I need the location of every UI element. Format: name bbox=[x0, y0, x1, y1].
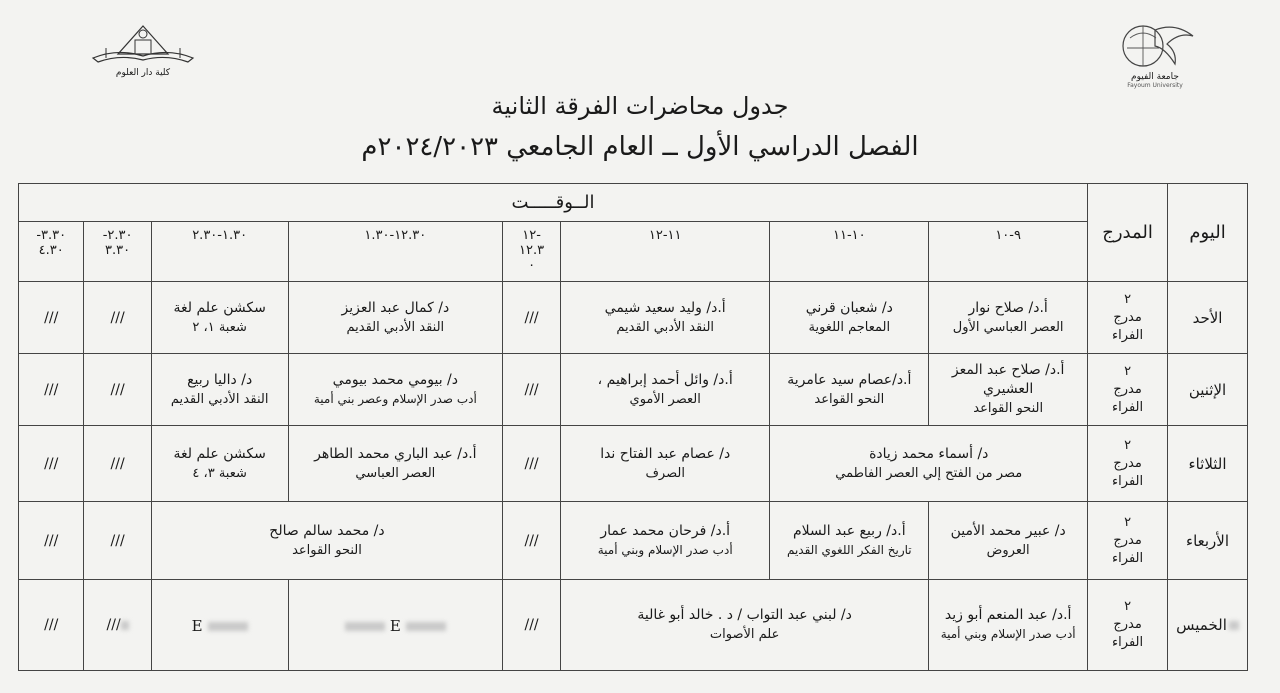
exam-mark: E bbox=[389, 616, 401, 635]
blur-mark bbox=[406, 622, 446, 631]
lecture-cell bbox=[151, 426, 288, 502]
course-name: الصرف bbox=[645, 465, 685, 481]
lecture-cell bbox=[561, 580, 929, 671]
exam-cell bbox=[151, 580, 288, 671]
day-monday: الإثنين bbox=[1168, 354, 1248, 426]
lecturer-name: أ.د/ صلاح عبد المعز العشيري bbox=[951, 362, 1065, 397]
course-name: النقد الأدبي القديم bbox=[170, 391, 269, 407]
lecture-cell bbox=[288, 282, 503, 354]
slash-mark: /// bbox=[106, 617, 121, 633]
lecture-cell bbox=[770, 282, 929, 354]
break-cell: /// bbox=[503, 502, 561, 580]
lecturer-name: أ.د/ عبد الباري محمد الطاهر bbox=[314, 445, 477, 462]
break-cell: /// bbox=[503, 580, 561, 671]
lecture-cell bbox=[561, 282, 770, 354]
lecturer-name: سكشن علم لغة bbox=[173, 445, 266, 462]
lecturer-name: أ.د/ وائل أحمد إبراهيم ، bbox=[597, 371, 733, 388]
lecturer-name: د/ عصام عبد الفتاح ندا bbox=[600, 445, 731, 462]
page-title: جدول محاضرات الفرقة الثانية bbox=[491, 92, 789, 120]
course-name: علم الأصوات bbox=[709, 627, 780, 642]
break-cell: /// bbox=[503, 426, 561, 502]
lecture-cell bbox=[929, 502, 1088, 580]
day-sunday: الأحد bbox=[1168, 282, 1248, 354]
course-name: المعاجم اللغوية bbox=[808, 319, 891, 335]
empty-cell: /// bbox=[19, 502, 84, 580]
course-name: العروض bbox=[986, 542, 1030, 558]
break-cell: /// bbox=[503, 282, 561, 354]
lecture-cell bbox=[288, 354, 503, 426]
lecturer-name: د/ أسماء محمد زيادة bbox=[869, 445, 989, 462]
lecturer-name: د/ داليا ربيع bbox=[187, 371, 253, 388]
lecturer-name: د/ عبير محمد الأمين bbox=[950, 522, 1066, 539]
schedule-table bbox=[18, 183, 1248, 671]
lecture-cell bbox=[929, 580, 1088, 671]
lecture-cell bbox=[561, 354, 770, 426]
lecture-cell bbox=[151, 282, 288, 354]
faculty-logo bbox=[88, 18, 198, 78]
empty-cell: /// bbox=[19, 580, 84, 671]
course-name: العصر العباسي الأول bbox=[952, 319, 1064, 335]
empty-cell: /// bbox=[84, 282, 151, 354]
lecture-cell bbox=[770, 502, 929, 580]
course-name: أدب صدر الإسلام وبني أمية bbox=[940, 627, 1076, 641]
table-row bbox=[19, 580, 1248, 671]
lecture-cell bbox=[929, 354, 1088, 426]
university-logo-caption: جامعة الفيوم bbox=[1131, 72, 1179, 82]
course-name: أدب صدر الإسلام وعصر بني أمية bbox=[313, 391, 477, 406]
lecture-cell bbox=[561, 426, 770, 502]
lecturer-name: سكشن علم لغة bbox=[173, 299, 266, 316]
blur-mark bbox=[121, 621, 129, 630]
day-label: الخميس bbox=[1176, 616, 1227, 634]
lecture-cell bbox=[770, 426, 1088, 502]
empty-cell bbox=[84, 580, 151, 671]
lecturer-name: د/ محمد سالم صالح bbox=[269, 522, 385, 539]
slot-header-7: ٢.٣٠- ٣.٣٠ bbox=[84, 222, 151, 282]
course-name: النقد الأدبي القديم bbox=[616, 319, 715, 335]
lecturer-name: د/ كمال عبد العزيز bbox=[341, 299, 450, 316]
course-name: شعبة ١، ٢ bbox=[192, 319, 247, 335]
slot-header-3: ١١-١٢ bbox=[561, 222, 770, 282]
header-day: اليوم bbox=[1168, 184, 1248, 282]
empty-cell: /// bbox=[19, 354, 84, 426]
slot-header-6: ١.٣٠-٢.٣٠ bbox=[151, 222, 288, 282]
hall-cell: ٢ مدرج الفراء bbox=[1088, 580, 1168, 671]
university-emblem-icon bbox=[1105, 18, 1205, 70]
lecturer-name: أ.د/ عبد المنعم أبو زيد bbox=[944, 607, 1072, 623]
slot-header-8: ٣.٣٠- ٤.٣٠ bbox=[19, 222, 84, 282]
course-name: أدب صدر الإسلام وبني أمية bbox=[597, 542, 733, 557]
lecture-cell bbox=[151, 354, 288, 426]
table-row bbox=[19, 426, 1248, 502]
table-row bbox=[19, 502, 1248, 580]
lecture-cell bbox=[929, 282, 1088, 354]
lecture-cell bbox=[151, 502, 502, 580]
table-row bbox=[19, 282, 1248, 354]
lecturer-name: أ.د/ وليد سعيد شيمي bbox=[604, 299, 726, 316]
course-name: النحو القواعد bbox=[814, 391, 885, 407]
blur-mark bbox=[1229, 621, 1239, 630]
day-thursday bbox=[1168, 580, 1248, 671]
faculty-emblem-icon bbox=[88, 18, 198, 66]
slot-header-5: ١٢.٣٠-١.٣٠ bbox=[288, 222, 503, 282]
empty-cell: /// bbox=[19, 282, 84, 354]
hall-cell: ٢ مدرج الفراء bbox=[1088, 354, 1168, 426]
lecturer-name: د/ لبني عبد التواب / د . خالد أبو غالية bbox=[637, 607, 852, 623]
hall-cell: ٢ مدرج الفراء bbox=[1088, 282, 1168, 354]
lecturer-name: د/ بيومي محمد بيومي bbox=[332, 371, 458, 388]
empty-cell: /// bbox=[84, 426, 151, 502]
course-name: شعبة ٣، ٤ bbox=[192, 465, 247, 481]
lecturer-name: أ.د/ فرحان محمد عمار bbox=[600, 522, 731, 539]
lecturer-name: أ.د/عصام سيد عامرية bbox=[787, 371, 912, 388]
course-name: مصر من الفتح إلي العصر الفاطمي bbox=[835, 465, 1023, 481]
course-name: العصر الأموي bbox=[629, 391, 701, 407]
table-row bbox=[19, 354, 1248, 426]
day-wednesday: الأربعاء bbox=[1168, 502, 1248, 580]
university-logo-caption-en: Fayoum University bbox=[1127, 82, 1183, 89]
lecturer-name: أ.د/ صلاح نوار bbox=[968, 299, 1048, 316]
course-name: النقد الأدبي القديم bbox=[346, 319, 445, 335]
exam-mark: E bbox=[191, 616, 203, 635]
course-name: العصر العباسي bbox=[355, 465, 436, 481]
blur-mark bbox=[208, 622, 248, 631]
course-name: النحو القواعد bbox=[973, 401, 1044, 416]
empty-cell: /// bbox=[84, 354, 151, 426]
lecture-cell bbox=[561, 502, 770, 580]
lecturer-name: د/ شعبان قرني bbox=[805, 299, 893, 316]
blur-mark bbox=[345, 622, 385, 631]
slot-header-2: ١٠-١١ bbox=[770, 222, 929, 282]
lecture-cell bbox=[288, 426, 503, 502]
empty-cell: /// bbox=[84, 502, 151, 580]
hall-cell: ٢ مدرج الفراء bbox=[1088, 502, 1168, 580]
slot-header-1: ٩-١٠ bbox=[929, 222, 1088, 282]
header-time: الــوقـــــت bbox=[19, 184, 1088, 222]
page-subtitle: الفصل الدراسي الأول ــ العام الجامعي ٢٠٢٤/٢٠٢٣م bbox=[361, 132, 919, 162]
course-name: النحو القواعد bbox=[292, 542, 362, 558]
lecture-cell bbox=[770, 354, 929, 426]
exam-cell bbox=[288, 580, 503, 671]
university-logo bbox=[1105, 18, 1205, 89]
hall-cell: ٢ مدرج الفراء bbox=[1088, 426, 1168, 502]
day-tuesday: الثلاثاء bbox=[1168, 426, 1248, 502]
header-hall: المدرج bbox=[1088, 184, 1168, 282]
course-name: تاريخ الفكر اللغوي القديم bbox=[786, 542, 912, 557]
slot-header-4: -١٢ ١٢.٣ ٠ bbox=[503, 222, 561, 282]
empty-cell: /// bbox=[19, 426, 84, 502]
break-cell: /// bbox=[503, 354, 561, 426]
faculty-logo-caption: كلية دار العلوم bbox=[115, 68, 171, 78]
lecturer-name: أ.د/ ربيع عبد السلام bbox=[793, 522, 906, 539]
